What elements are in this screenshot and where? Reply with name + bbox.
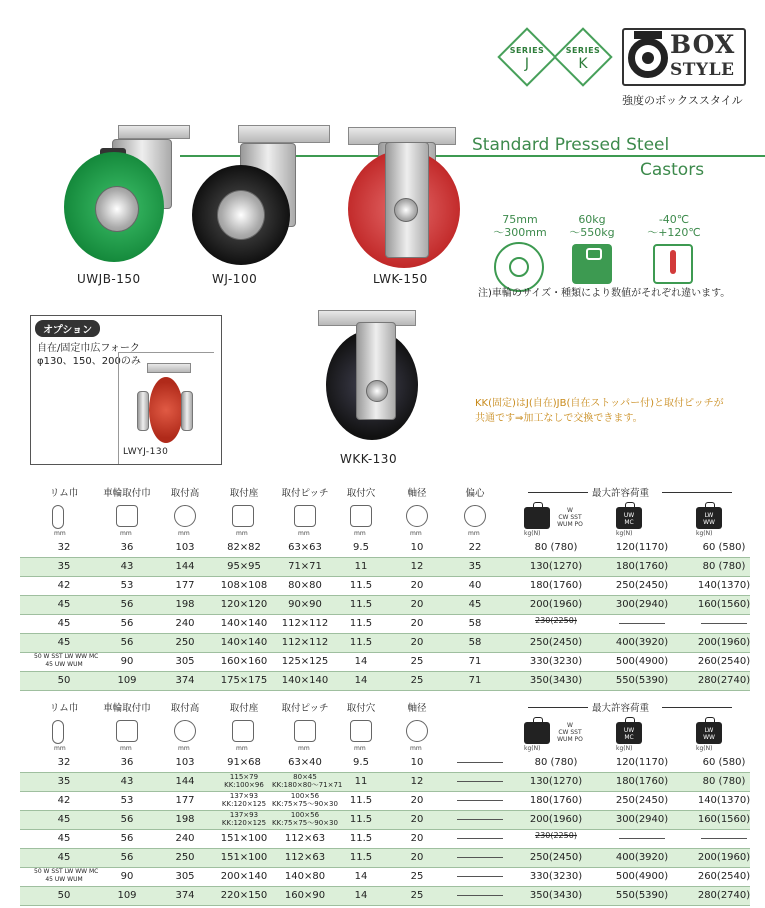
cell-plate: 140×140 [220, 637, 268, 648]
cell-hole: 11.5 [349, 637, 373, 648]
table-row [20, 634, 750, 653]
temp-range [640, 213, 708, 239]
cell-pitch: 80×45 KK:180×80～71×71 [272, 773, 343, 789]
cell-dash [450, 833, 510, 844]
cell-offset: 71 [468, 656, 482, 667]
cell-uw: 400(3920) [615, 852, 669, 863]
mm-2: mm [120, 530, 132, 537]
cell-w: 350(3430) [529, 890, 583, 901]
cell-pitch: 125×125 [281, 656, 329, 667]
cell-w: 350(3430) [529, 675, 583, 686]
series-j-letter: J [524, 56, 530, 72]
kgn-3: kg(N) [696, 530, 713, 537]
logo-line1: BOX [670, 30, 736, 59]
cell-pitch: 100×56 KK:75×75～90×30 [272, 792, 338, 808]
cell-height: 305 [175, 656, 195, 667]
table2-header [20, 698, 750, 754]
cell-axle: 20 [410, 852, 424, 863]
cell-dash [450, 757, 510, 768]
cell-plate: 137×93 KK:120×125 [221, 792, 267, 808]
table1-header [20, 483, 750, 539]
cell-axle: 25 [410, 890, 424, 901]
cell-dash [684, 618, 764, 629]
hdr-rim: リム巾 [49, 488, 79, 499]
hdr-axle: 軸径 [407, 488, 427, 499]
cell-rim: 50 [57, 675, 71, 686]
cell-pitch: 100×56 KK:75×75～90×30 [272, 811, 338, 827]
cell-height: 250 [175, 637, 195, 648]
cell-height: 240 [175, 618, 195, 629]
mm-5: mm [298, 530, 310, 537]
cell-uw: 120(1170) [615, 542, 669, 553]
temp-range-line2: 〜+120℃ [647, 226, 701, 239]
cell-dash [450, 890, 510, 901]
cell-hole: 11.5 [349, 814, 373, 825]
series-k-letter: K [578, 56, 588, 72]
cell-rim: 32 [57, 757, 71, 768]
cell-lw: 140(1370) [697, 795, 751, 806]
series-j-label: SERIES [509, 46, 545, 55]
cell-axle: 20 [410, 580, 424, 591]
option-tag: オプション [35, 320, 100, 337]
table-row [20, 596, 750, 615]
offset-icon [464, 505, 486, 527]
cell-dash [450, 776, 510, 787]
cell-uw: 400(3920) [615, 637, 669, 648]
cell-uw: 180(1760) [615, 776, 669, 787]
cell-uw: 500(4900) [615, 656, 669, 667]
cell-hole: 9.5 [353, 542, 369, 553]
cell-rim: 50 W SST LW WW MC 45 UW WUM [34, 868, 99, 883]
cell-lw: 60 (580) [702, 542, 746, 553]
size-range-line1: 75mm [502, 213, 538, 226]
cell-lw: 140(1370) [697, 580, 751, 591]
cell-height: 144 [175, 776, 195, 787]
cell-rim: 35 [57, 561, 71, 572]
cell-mount: 36 [120, 542, 134, 553]
cell-height: 103 [175, 542, 195, 553]
temp-range-line1: -40℃ [658, 213, 690, 226]
weight-w-icon-2 [524, 722, 550, 744]
weight-lw-icon: LW WW [696, 507, 722, 529]
cell-pitch: 160×90 [284, 890, 326, 901]
cell-axle: 20 [410, 795, 424, 806]
wheel-mount-icon [116, 505, 138, 527]
cell-mount: 90 [120, 656, 134, 667]
cell-rim: 45 [57, 852, 71, 863]
cell-rim: 42 [57, 795, 71, 806]
cell-rim: 32 [57, 542, 71, 553]
cell-mount: 53 [120, 795, 134, 806]
hdr2-rim: リム巾 [49, 703, 79, 714]
hdr-height: 取付高 [170, 488, 200, 499]
cell-hole: 11.5 [349, 795, 373, 806]
mm2-7: mm [410, 745, 422, 752]
cell-uw: 300(2940) [615, 599, 669, 610]
mm2-5: mm [298, 745, 310, 752]
cell-lw: 160(1560) [697, 814, 751, 825]
cell-lw: 200(1960) [697, 637, 751, 648]
load-range-line2: 〜550kg [569, 226, 615, 239]
cell-mount: 56 [120, 637, 134, 648]
cell-hole: 11.5 [349, 833, 373, 844]
cell-height: 305 [175, 871, 195, 882]
mm-7: mm [410, 530, 422, 537]
cell-plate: 108×108 [220, 580, 268, 591]
cell-rim: 50 W SST LW WW MC 45 UW WUM [34, 653, 99, 668]
cell-axle: 20 [410, 637, 424, 648]
cell-offset: 35 [468, 561, 482, 572]
cell-lw: 80 (780) [702, 776, 746, 787]
hdr-offset: 偏心 [465, 488, 485, 499]
cell-uw: 250(2450) [615, 795, 669, 806]
hdr2-hole: 取付穴 [346, 703, 376, 714]
cell-hole: 11.5 [349, 580, 373, 591]
weight-w-icon [524, 507, 550, 529]
cell-hole: 11.5 [349, 618, 373, 629]
logo-subtitle: 強度のボックススタイル [622, 94, 743, 107]
series-k-badge [556, 30, 610, 84]
cell-w: 200(1960) [529, 814, 583, 825]
cell-height: 177 [175, 795, 195, 806]
cell-offset: 58 [468, 637, 482, 648]
mm-1: mm [54, 530, 66, 537]
cell-axle: 12 [410, 776, 424, 787]
cell-mount: 56 [120, 814, 134, 825]
cell-plate: 160×160 [220, 656, 268, 667]
option-line1: 自在/固定巾広フォーク [37, 343, 140, 354]
cell-w: 230(2250) [535, 831, 577, 840]
weight-icon [572, 244, 612, 284]
table-row [20, 887, 750, 906]
cell-w: 200(1960) [529, 599, 583, 610]
cell-mount: 109 [117, 675, 137, 686]
pitch-icon [294, 505, 316, 527]
mm2-1: mm [54, 745, 66, 752]
cell-w: 180(1760) [529, 580, 583, 591]
rim-width-icon-2 [52, 720, 64, 744]
cell-plate: 220×150 [220, 890, 268, 901]
size-range [490, 213, 550, 239]
cell-offset: 71 [468, 675, 482, 686]
height-icon [174, 505, 196, 527]
size-range-line2: 〜300mm [493, 226, 547, 239]
table-row [20, 539, 750, 558]
cell-axle: 25 [410, 871, 424, 882]
cell-pitch: 140×140 [281, 675, 329, 686]
cell-dash [602, 618, 682, 629]
page-title-line2: Castors [640, 160, 705, 180]
option-line2: φ130、150、200のみ [37, 356, 141, 367]
spec-note: 注)車輪のサイズ・種類により数値がそれぞれ違います。 [478, 288, 731, 299]
cell-mount: 56 [120, 852, 134, 863]
cell-mount: 36 [120, 757, 134, 768]
cell-dash [602, 833, 682, 844]
cell-hole: 11.5 [349, 852, 373, 863]
cell-w: 250(2450) [529, 637, 583, 648]
cell-pitch: 63×40 [288, 757, 322, 768]
kk-note-line1: KK(固定)はJ(自在)JB(自在ストッパー付)と取付ピッチが [475, 398, 724, 409]
cell-axle: 20 [410, 833, 424, 844]
kk-note-line2: 共通です⇒加工なしで交換できます。 [475, 413, 643, 424]
cell-mount: 56 [120, 833, 134, 844]
table-row [20, 849, 750, 868]
cell-mount: 53 [120, 580, 134, 591]
cell-hole: 14 [354, 871, 368, 882]
hdr-wheel-mount: 車輪取付巾 [103, 488, 151, 499]
hdr2-axle: 軸径 [407, 703, 427, 714]
cell-w: 180(1760) [529, 795, 583, 806]
cell-mount: 43 [120, 561, 134, 572]
cell-uw: 550(5390) [615, 890, 669, 901]
mm-6: mm [354, 530, 366, 537]
cell-plate: 200×140 [220, 871, 268, 882]
table-row [20, 754, 750, 773]
cell-plate: 151×100 [220, 852, 268, 863]
cell-uw: 500(4900) [615, 871, 669, 882]
w-caption-2: W CW SST WUM PO [557, 722, 583, 743]
cell-lw: 80 (780) [702, 561, 746, 572]
mm2-4: mm [236, 745, 248, 752]
cell-w: 230(2250) [535, 616, 577, 625]
cell-rim: 45 [57, 637, 71, 648]
cell-axle: 25 [410, 675, 424, 686]
cell-lw: 260(2540) [697, 871, 751, 882]
hdr-hole: 取付穴 [346, 488, 376, 499]
axle-icon [406, 505, 428, 527]
cell-hole: 14 [354, 656, 368, 667]
cell-rim: 45 [57, 833, 71, 844]
hdr2-height: 取付高 [170, 703, 200, 714]
cell-pitch: 90×90 [288, 599, 322, 610]
cell-mount: 90 [120, 871, 134, 882]
cell-plate: 82×82 [227, 542, 261, 553]
cell-rim: 45 [57, 618, 71, 629]
cell-pitch: 71×71 [288, 561, 322, 572]
series-k-label: SERIES [565, 46, 601, 55]
cell-pitch: 112×63 [284, 833, 326, 844]
cell-w: 130(1270) [529, 776, 583, 787]
cell-pitch: 112×63 [284, 852, 326, 863]
cell-axle: 20 [410, 599, 424, 610]
cell-pitch: 140×80 [284, 871, 326, 882]
page-title-line1: Standard Pressed Steel [472, 135, 670, 155]
kk-note [475, 396, 724, 426]
cell-axle: 25 [410, 656, 424, 667]
plate-icon [232, 505, 254, 527]
table-row [20, 558, 750, 577]
cell-dash [450, 871, 510, 882]
cell-hole: 9.5 [353, 757, 369, 768]
cell-rim: 50 [57, 890, 71, 901]
cell-uw: 120(1170) [615, 757, 669, 768]
mm-3: mm [178, 530, 190, 537]
plate-icon-2 [232, 720, 254, 742]
cell-w: 250(2450) [529, 852, 583, 863]
rim-width-icon [52, 505, 64, 529]
load-range-line1: 60kg [578, 213, 606, 226]
cell-height: 144 [175, 561, 195, 572]
cell-mount: 56 [120, 618, 134, 629]
cell-hole: 11.5 [349, 599, 373, 610]
cell-pitch: 112×112 [281, 618, 329, 629]
cell-height: 240 [175, 833, 195, 844]
cell-height: 250 [175, 852, 195, 863]
cell-plate: 140×140 [220, 618, 268, 629]
cell-dash [450, 795, 510, 806]
cell-dash [450, 852, 510, 863]
cell-lw: 200(1960) [697, 852, 751, 863]
cell-height: 103 [175, 757, 195, 768]
cell-hole: 11 [354, 561, 368, 572]
logo-line2: STYLE [670, 60, 735, 80]
hole-icon-2 [350, 720, 372, 742]
table-row [20, 792, 750, 811]
table-row [20, 615, 750, 634]
cell-w: 330(3230) [529, 871, 583, 882]
kgn2-2: kg(N) [616, 745, 633, 752]
cell-axle: 10 [410, 757, 424, 768]
product-caption-3: LWK-150 [373, 272, 428, 286]
product-caption-2: WJ-100 [212, 272, 258, 286]
cell-uw: 300(2940) [615, 814, 669, 825]
table-row [20, 868, 750, 887]
cell-height: 177 [175, 580, 195, 591]
thermometer-icon [653, 244, 693, 284]
cell-lw: 280(2740) [697, 675, 751, 686]
cell-axle: 20 [410, 618, 424, 629]
cell-rim: 45 [57, 814, 71, 825]
cell-w: 80 (780) [534, 542, 578, 553]
cell-rim: 42 [57, 580, 71, 591]
table-row [20, 653, 750, 672]
cell-pitch: 80×80 [288, 580, 322, 591]
cell-w: 80 (780) [534, 757, 578, 768]
table-row [20, 577, 750, 596]
cell-offset: 40 [468, 580, 482, 591]
cell-height: 374 [175, 675, 195, 686]
table-row [20, 773, 750, 792]
product-caption-4: WKK-130 [340, 452, 398, 466]
cell-plate: 151×100 [220, 833, 268, 844]
table-row [20, 830, 750, 849]
cell-plate: 137×93 KK:120×125 [221, 811, 267, 827]
hdr2-max-load: 最大許容荷重 [592, 703, 650, 714]
hdr2-plate: 取付座 [229, 703, 259, 714]
cell-mount: 109 [117, 890, 137, 901]
cell-lw: 260(2540) [697, 656, 751, 667]
cell-mount: 43 [120, 776, 134, 787]
weight-uw-icon-2: UW MC [616, 722, 642, 744]
cell-uw: 550(5390) [615, 675, 669, 686]
cell-axle: 12 [410, 561, 424, 572]
mm-4: mm [236, 530, 248, 537]
cell-hole: 14 [354, 890, 368, 901]
cell-rim: 45 [57, 599, 71, 610]
mm2-3: mm [178, 745, 190, 752]
cell-offset: 58 [468, 618, 482, 629]
cell-height: 198 [175, 599, 195, 610]
hdr-plate: 取付座 [229, 488, 259, 499]
pitch-icon-2 [294, 720, 316, 742]
hdr2-pitch: 取付ピッチ [281, 703, 329, 714]
kgn-1: kg(N) [524, 530, 541, 537]
cell-pitch: 63×63 [288, 542, 322, 553]
cell-offset: 45 [468, 599, 482, 610]
mm2-2: mm [120, 745, 132, 752]
cell-plate: 95×95 [227, 561, 261, 572]
height-icon-2 [174, 720, 196, 742]
mm2-6: mm [354, 745, 366, 752]
cell-plate: 175×175 [220, 675, 268, 686]
table-row [20, 811, 750, 830]
cell-dash [684, 833, 764, 844]
cell-uw: 180(1760) [615, 561, 669, 572]
hole-icon [350, 505, 372, 527]
hdr-pitch: 取付ピッチ [281, 488, 329, 499]
mm-8: mm [468, 530, 480, 537]
option-caption: LWYJ-130 [123, 447, 169, 457]
weight-lw-icon-2: LW WW [696, 722, 722, 744]
hdr-max-load: 最大許容荷重 [592, 488, 650, 499]
cell-hole: 14 [354, 675, 368, 686]
kgn2-3: kg(N) [696, 745, 713, 752]
cell-offset: 22 [468, 542, 482, 553]
cell-rim: 35 [57, 776, 71, 787]
cell-hole: 11 [354, 776, 368, 787]
wheel-logo-icon [628, 38, 668, 78]
weight-uw-icon: UW MC [616, 507, 642, 529]
cell-w: 330(3230) [529, 656, 583, 667]
load-range [562, 213, 622, 239]
cell-w: 130(1270) [529, 561, 583, 572]
w-caption: W CW SST WUM PO [557, 507, 583, 528]
cell-plate: 120×120 [220, 599, 268, 610]
cell-plate: 91×68 [227, 757, 261, 768]
cell-lw: 160(1560) [697, 599, 751, 610]
cell-dash [450, 814, 510, 825]
kgn-2: kg(N) [616, 530, 633, 537]
cell-axle: 10 [410, 542, 424, 553]
axle-icon-2 [406, 720, 428, 742]
cell-pitch: 112×112 [281, 637, 329, 648]
table-row [20, 672, 750, 691]
cell-mount: 56 [120, 599, 134, 610]
cell-plate: 115×79 KK:100×96 [224, 773, 264, 789]
cell-axle: 20 [410, 814, 424, 825]
cell-uw: 250(2450) [615, 580, 669, 591]
kgn2-1: kg(N) [524, 745, 541, 752]
cell-lw: 280(2740) [697, 890, 751, 901]
box-style-logo [622, 28, 746, 90]
hdr2-wheel-mount: 車輪取付巾 [103, 703, 151, 714]
option-image [118, 352, 214, 464]
series-j-badge [500, 30, 554, 84]
wheel-mount-icon-2 [116, 720, 138, 742]
product-caption-1: UWJB-150 [77, 272, 141, 286]
cell-height: 198 [175, 814, 195, 825]
cell-height: 374 [175, 890, 195, 901]
cell-lw: 60 (580) [702, 757, 746, 768]
